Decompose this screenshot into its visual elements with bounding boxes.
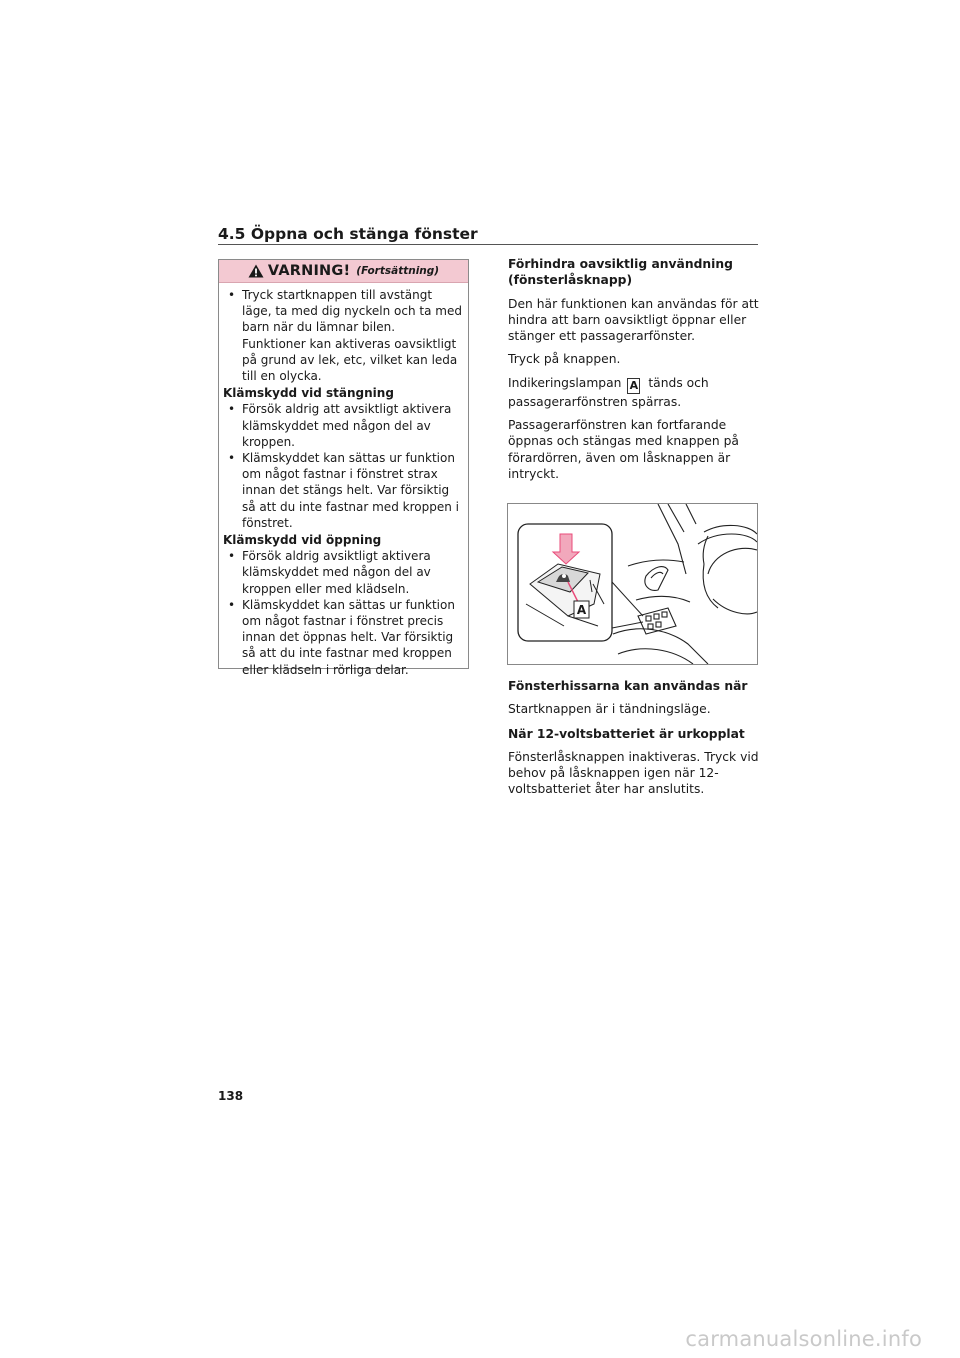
watermark: carmanualsonline.info [685, 1327, 922, 1351]
bullet-text: Klämskyddet kan sättas ur funktion om något fastnar i fönstret strax innan det stängs helt. Var försiktig så att du inte fastnar med kroppen i fönstret. [242, 451, 459, 530]
indicator-text-pre: Indikeringslampan [508, 375, 622, 390]
paragraph-indicator [508, 375, 760, 410]
illustration-drawing [508, 504, 757, 664]
bullet-text: Tryck startknappen till avstängt läge, ta med dig nyckeln och ta med barn när du lämnar bilen. Funktioner kan aktiveras oavsiktligt på grund av lek, etc, vilket kan leda till en olycka. [242, 288, 462, 384]
bullet-text: Klämskyddet kan sättas ur funktion om något fastnar i fönstret precis innan det öppnas helt. Var försiktig så att du inte fastnar med kroppen eller klädseln i rörliga delar. [242, 597, 455, 677]
indicator-text-post: tänds och passagerarfönstren spärras. [508, 375, 709, 409]
warning-continued: (Fortsättning) [356, 265, 440, 277]
paragraph: Fönsterlåsknappen inaktiveras. Tryck vid behov på låsknappen igen när 12-voltsbatteriet åter har anslutits. [508, 749, 759, 797]
bullet-text: Försök aldrig avsiktligt aktivera klämskyddet med någon del av kroppen eller med klädseln. [242, 549, 431, 596]
paragraph: Den här funktionen kan användas för att hindra att barn oavsiktligt öppnar eller stänger ett passagerarfönster. [508, 296, 759, 344]
heading-lock-switch: Förhindra oavsiktlig användning (fönsterlåsknapp) [508, 257, 733, 288]
indicator-callout: A [627, 378, 640, 394]
paragraph: Passagerarfönstren kan fortfarande öppnas och stängas med knappen på förardörren, även om låsknappen är intryckt. [508, 418, 739, 481]
warning-box [218, 259, 469, 677]
paragraph: Startknappen är i tändningsläge. [508, 702, 711, 717]
bullet-text: Försök aldrig att avsiktligt aktivera klämskyddet med någon del av kroppen. [242, 402, 452, 449]
warning-header [219, 260, 468, 283]
warning-bullet: • Klämskyddet kan sättas ur funktion om något fastnar i fönstret strax innan det stängs helt. Var försiktig så att du inte fastnar med kroppen i fönstret. [228, 451, 459, 530]
section-divider [218, 244, 758, 245]
warning-bullet: • Försök aldrig avsiktligt aktivera klämskyddet med någon del av kroppen eller med klädseln. [228, 549, 431, 596]
heading-operation: Fönsterhissarna kan användas när [508, 679, 748, 693]
warning-bullet: • Försök aldrig att avsiktligt aktivera klämskyddet med någon del av kroppen. [228, 402, 452, 449]
warning-bullet: • Klämskyddet kan sättas ur funktion om något fastnar i fönstret precis innan det öppnas helt. Var försiktig så att du inte fastnar med kroppen eller klädseln i rörliga delar. [228, 597, 455, 677]
right-column-top [508, 256, 760, 482]
window-lock-illustration [507, 503, 758, 665]
right-column-bottom [508, 678, 760, 798]
warning-bullet: • Tryck startknappen till avstängt läge, ta med dig nyckeln och ta med barn när du lämnar bilen. Funktioner kan aktiveras oavsiktligt på grund av lek, etc, vilket kan leda till en olycka. [228, 288, 462, 384]
warning-triangle-icon [248, 264, 264, 278]
paragraph: Tryck på knappen. [508, 352, 621, 367]
warning-body [219, 283, 468, 678]
section-title: 4.5 Öppna och stänga fönster [218, 225, 478, 243]
heading-battery: När 12-voltsbatteriet är urkopplat [508, 726, 745, 741]
warning-subheading: Klämskydd vid öppning [223, 533, 382, 548]
figure-callout-a: A [576, 603, 587, 617]
page-number: 138 [218, 1089, 244, 1103]
warning-label: VARNING! [267, 263, 351, 279]
warning-subheading: Klämskydd vid stängning [223, 386, 394, 401]
